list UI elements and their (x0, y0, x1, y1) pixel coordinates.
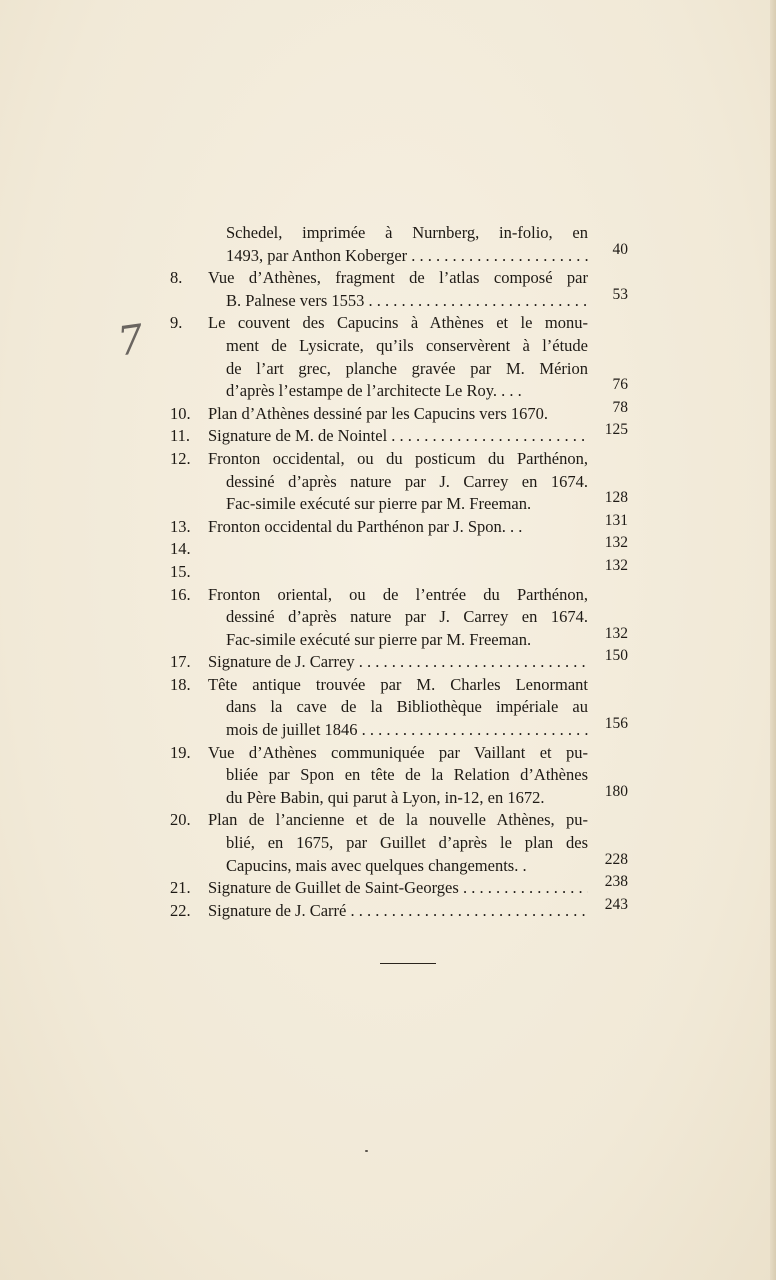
list-of-plates (170, 222, 640, 922)
plate-title-line: dessiné d’après nature par J. Carrey en 1674. (226, 607, 588, 627)
plate-title-line: Le couvent des Capucins à Athènes et le monu- (208, 313, 588, 333)
list-item (170, 267, 640, 290)
list-item (170, 696, 640, 719)
plate-number: 18. (170, 674, 191, 694)
plate-title-line: mois de juillet 1846 . . . (226, 719, 588, 742)
list-item (170, 873, 640, 900)
handwritten-margin-mark: 7 (114, 316, 147, 366)
plate-title-line: Fronton occidental du Parthénon par J. Spon. . . (208, 516, 523, 536)
plate-title-line: blié, en 1675, par Guillet d’après le plan des (226, 833, 588, 853)
list-item (170, 240, 640, 268)
plate-title-line: Capucins, mais avec quelques changements. . (226, 855, 527, 875)
list-item (170, 764, 640, 787)
page-number: 78 (612, 398, 628, 416)
plate-number: 13. (170, 516, 191, 536)
page-number: 76 (612, 376, 628, 394)
list-item (170, 222, 640, 245)
page-number: 131 (604, 511, 628, 529)
page-number: 125 (604, 421, 628, 439)
end-rule (380, 963, 436, 964)
page-number: 238 (604, 873, 628, 891)
plate-title-line: Fronton oriental, ou de l’entrée du Parthénon, (208, 584, 588, 604)
plate-title-line: dans la cave de la Bibliothèque impériale au (226, 697, 588, 717)
plate-title-line: Signature de M. de Nointel . . . (208, 425, 588, 448)
list-item (170, 448, 640, 471)
plate-number: 14. (170, 539, 191, 559)
page-number: 150 (604, 647, 628, 665)
list-item (170, 534, 640, 561)
list-item (170, 398, 640, 426)
plate-title-line: bliée par Spon en tête de la Relation d’Athènes (226, 765, 588, 785)
plate-number: 22. (170, 900, 191, 920)
plate-number: 11. (170, 426, 191, 446)
plate-title-line: ment de Lysicrate, qu’ils conservèrent à l’étude (226, 335, 588, 355)
plate-title-line: Signature de J. Carrey . . . (208, 651, 588, 674)
list-item (170, 421, 640, 448)
plate-number: 16. (170, 584, 191, 604)
plate-title-line: Tête antique trouvée par M. Charles Lenormant (208, 674, 588, 694)
list-item (170, 584, 640, 607)
plate-number: 12. (170, 448, 191, 468)
list-item (170, 606, 640, 629)
list-item (170, 556, 640, 584)
page-number: 243 (604, 895, 628, 913)
plate-number: 21. (170, 878, 191, 898)
list-item (170, 312, 640, 335)
page-number: 156 (604, 715, 628, 733)
plate-title-line: d’après l’estampe de l’architecte Le Roy. . . . (226, 381, 522, 401)
list-item (170, 647, 640, 674)
list-item (170, 471, 640, 494)
plate-number: 9. (170, 313, 183, 333)
plate-title-line: 1493, par Anthon Koberger . . . (226, 245, 588, 268)
list-item (170, 782, 640, 810)
page-number: 132 (604, 624, 628, 642)
list-item (170, 285, 640, 313)
plate-title-line: Signature de J. Carré . . . (208, 900, 588, 923)
list-item (170, 674, 640, 697)
list-item (170, 850, 640, 878)
list-item (170, 715, 640, 742)
plate-title-line: Signature de Guillet de Saint-Georges . . . (208, 877, 588, 900)
list-item (170, 624, 640, 652)
plate-number: 15. (170, 561, 191, 581)
plate-number: 20. (170, 810, 191, 830)
page-number: 132 (604, 556, 628, 574)
list-item (170, 511, 640, 539)
page-number: 40 (612, 240, 628, 258)
page-edge (770, 0, 776, 1280)
plate-title-line: Plan d’Athènes dessiné par les Capucins vers 1670. (208, 403, 549, 423)
plate-number: 10. (170, 403, 191, 423)
plate-title-line: Vue d’Athènes, fragment de l’atlas composé par (208, 268, 588, 288)
paper-speck (365, 1150, 368, 1152)
plate-title-line: Fronton occidental, ou du posticum du Parthénon, (208, 448, 588, 468)
list-item (170, 335, 640, 358)
list-item (170, 489, 640, 516)
plate-title-line: Schedel, imprimée à Nurnberg, in-folio, en (226, 223, 588, 242)
plate-title-line: du Père Babin, qui parut à Lyon, in-12, en 1672. (226, 787, 545, 807)
page-number: 132 (604, 534, 628, 552)
list-item (170, 358, 640, 381)
list-item (170, 832, 640, 855)
page-number: 180 (604, 782, 628, 800)
plate-title-line: Vue d’Athènes communiquée par Vaillant et pu- (208, 742, 588, 762)
list-item (170, 742, 640, 765)
plate-number: 19. (170, 742, 191, 762)
page-number: 228 (604, 850, 628, 868)
plate-number: 17. (170, 652, 191, 672)
plate-title-line: dessiné d’après nature par J. Carrey en 1674. (226, 471, 588, 491)
list-item (170, 809, 640, 832)
page-number: 53 (612, 285, 628, 303)
plate-title-line: Fac-simile exécuté sur pierre par M. Freeman. (226, 629, 532, 649)
plate-title-line: B. Palnese vers 1553 . . . (226, 290, 588, 313)
page-number: 128 (604, 489, 628, 507)
plate-title-line: de l’art grec, planche gravée par M. Mérion (226, 358, 588, 378)
plate-title-line: Fac-simile exécuté sur pierre par M. Freeman. (226, 494, 532, 514)
list-item (170, 376, 640, 403)
plate-title-line: Plan de l’ancienne et de la nouvelle Athènes, pu- (208, 810, 588, 830)
list-item (170, 895, 640, 923)
plate-number: 8. (170, 268, 183, 288)
